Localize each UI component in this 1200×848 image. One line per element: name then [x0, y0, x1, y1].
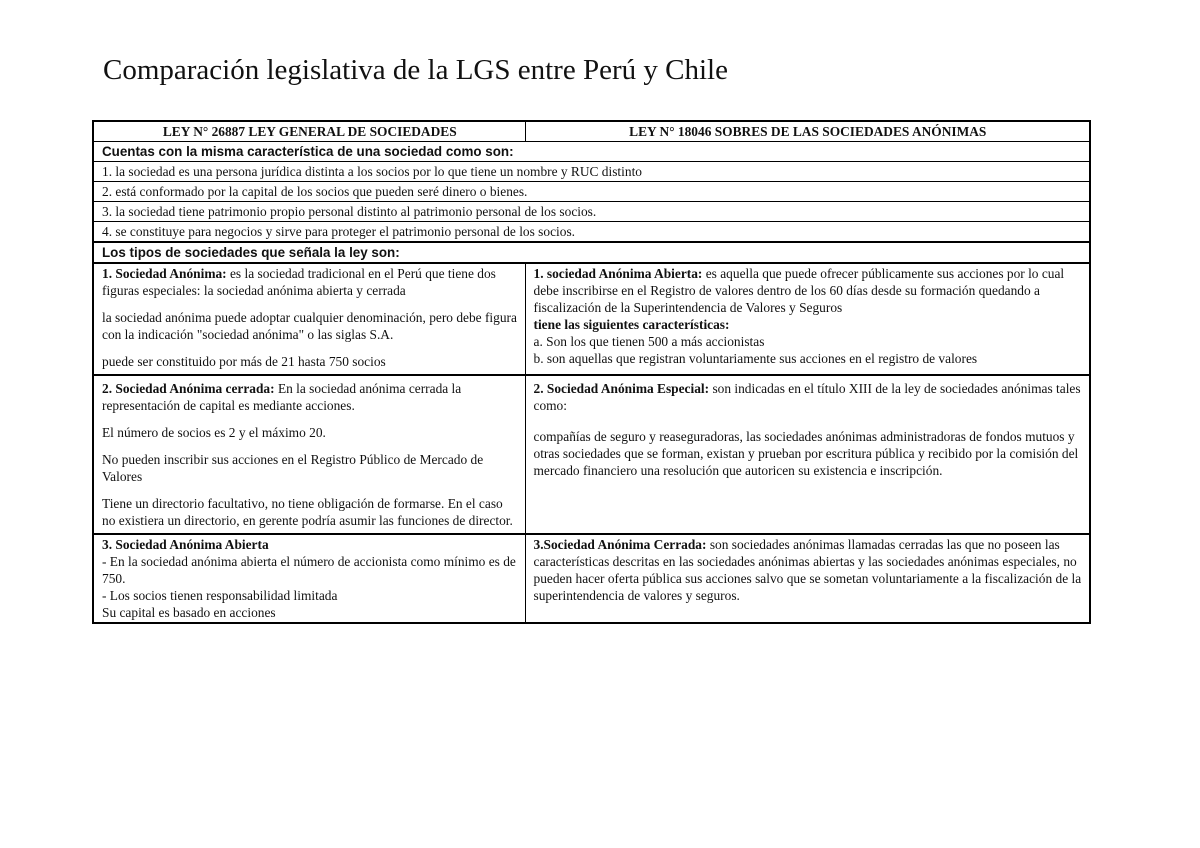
type-row-2 [93, 375, 1090, 534]
peru-type-2-lead: En la sociedad anónima cerrada la representación de capital es mediante acciones. [102, 381, 462, 413]
peru-type-3-title: 3. Sociedad Anónima Abierta [102, 537, 269, 552]
chile-type-1-item-a: a. Son los que tienen 500 a más accionistas [533, 334, 765, 349]
peru-type-2-intro [102, 380, 518, 414]
chile-type-3-intro [534, 536, 1083, 604]
header-row [93, 121, 1090, 142]
common-item-row [93, 182, 1090, 202]
peru-type-2-para-2: No pueden inscribir sus acciones en el Registro Público de Mercado de Valores [102, 452, 484, 484]
common-item-4: 4. se constituye para negocios y sirve para proteger el patrimonio personal de los socios. [93, 222, 1090, 243]
chile-type-3-lead: son sociedades anónimas llamadas cerradas las que no poseen las características descritas en las sociedades anónimas abiertas y las sociedades anónimas especiales, no pueden hacer oferta pública sus acciones salvo que se sometan voluntariamente a la fiscalización de la superintendencia de valores y seguros. [533, 537, 1082, 603]
peru-type-2-para-3: Tiene un directorio facultativo, no tiene obligación de formarse. En el caso no existiera un directorio, en gerente podría asumir las funciones de director. [102, 496, 513, 528]
chile-type-1-subtitle: tiene las siguientes características: [533, 317, 730, 332]
types-heading: Los tipos de sociedades que señala la ley son: [93, 242, 1090, 263]
common-heading: Cuentas con la misma característica de una sociedad como son: [93, 142, 1090, 162]
chile-type-3-cell [525, 534, 1090, 623]
chile-type-1-title: 1. sociedad Anónima Abierta: [533, 266, 703, 281]
common-item-2: 2. está conformado por la capital de los socios que pueden seré dinero o bienes. [93, 182, 1090, 202]
page-title: Comparación legislativa de la LGS entre Perú y Chile [103, 54, 728, 86]
peru-type-1-title: 1. Sociedad Anónima: [102, 266, 227, 281]
peru-type-3-line-3: Su capital es basado en acciones [102, 605, 276, 620]
chile-type-2-para-1: compañías de seguro y reaseguradoras, las sociedades anónimas administradoras de fondos mutuos y otras sociedades que se forman, existan y prueban por escritura pública y recibido por la comisión del mercado financiero una resolución que autoricen su existencia e inscripción. [533, 429, 1079, 478]
common-heading-row [93, 142, 1090, 162]
common-item-row [93, 222, 1090, 243]
peru-type-1-cell [93, 263, 525, 375]
peru-type-3-cell [93, 534, 525, 623]
common-item-row [93, 202, 1090, 222]
chile-type-2-intro [534, 380, 1083, 414]
type-row-3 [93, 534, 1090, 623]
chile-type-3-title: 3.Sociedad Anónima Cerrada: [533, 537, 707, 552]
peru-type-2-title: 2. Sociedad Anónima cerrada: [102, 381, 275, 396]
chile-type-2-lead: son indicadas en el título XIII de la ley de sociedades anónimas tales como: [533, 381, 1081, 413]
comparison-table [92, 120, 1091, 624]
types-heading-row [93, 242, 1090, 263]
chile-type-1-lead: es aquella que puede ofrecer públicamente sus acciones por lo cual debe inscribirse en el Registro de valores dentro de los 60 días desde su formación quedando a fiscalización de la Superintendencia de Valores y Seguros [533, 266, 1065, 315]
chile-type-1-cell [525, 263, 1090, 375]
header-chile-law: LEY N° 18046 SOBRES DE LAS SOCIEDADES ANÓNIMAS [525, 121, 1090, 142]
peru-type-1-intro [102, 265, 518, 299]
peru-type-3-line-1: - En la sociedad anónima abierta el número de accionista como mínimo es de 750. [102, 554, 516, 586]
common-item-row [93, 162, 1090, 182]
chile-type-2-cell [525, 375, 1090, 534]
chile-type-1-item-b: b. son aquellas que registran voluntariamente sus acciones en el registro de valores [533, 351, 978, 366]
chile-type-2-title: 2. Sociedad Anónima Especial: [533, 381, 710, 396]
type-row-1 [93, 263, 1090, 375]
peru-type-1-lead: es la sociedad tradicional en el Perú que tiene dos figuras especiales: la sociedad anónima abierta y cerrada [102, 266, 496, 298]
header-peru-law: LEY N° 26887 LEY GENERAL DE SOCIEDADES [93, 121, 525, 142]
peru-type-2-para-1: El número de socios es 2 y el máximo 20. [102, 425, 326, 440]
peru-type-1-para-2: puede ser constituido por más de 21 hasta 750 socios [102, 354, 386, 369]
peru-type-1-para-1: la sociedad anónima puede adoptar cualquier denominación, pero debe figura con la indicación "sociedad anónima" o las siglas S.A. [102, 310, 517, 342]
peru-type-3-line-2: - Los socios tienen responsabilidad limitada [102, 588, 338, 603]
peru-type-2-cell [93, 375, 525, 534]
common-item-3: 3. la sociedad tiene patrimonio propio personal distinto al patrimonio personal de los socios. [93, 202, 1090, 222]
common-item-1: 1. la sociedad es una persona jurídica distinta a los socios por lo que tiene un nombre y RUC distinto [93, 162, 1090, 182]
chile-type-1-intro [534, 265, 1083, 316]
